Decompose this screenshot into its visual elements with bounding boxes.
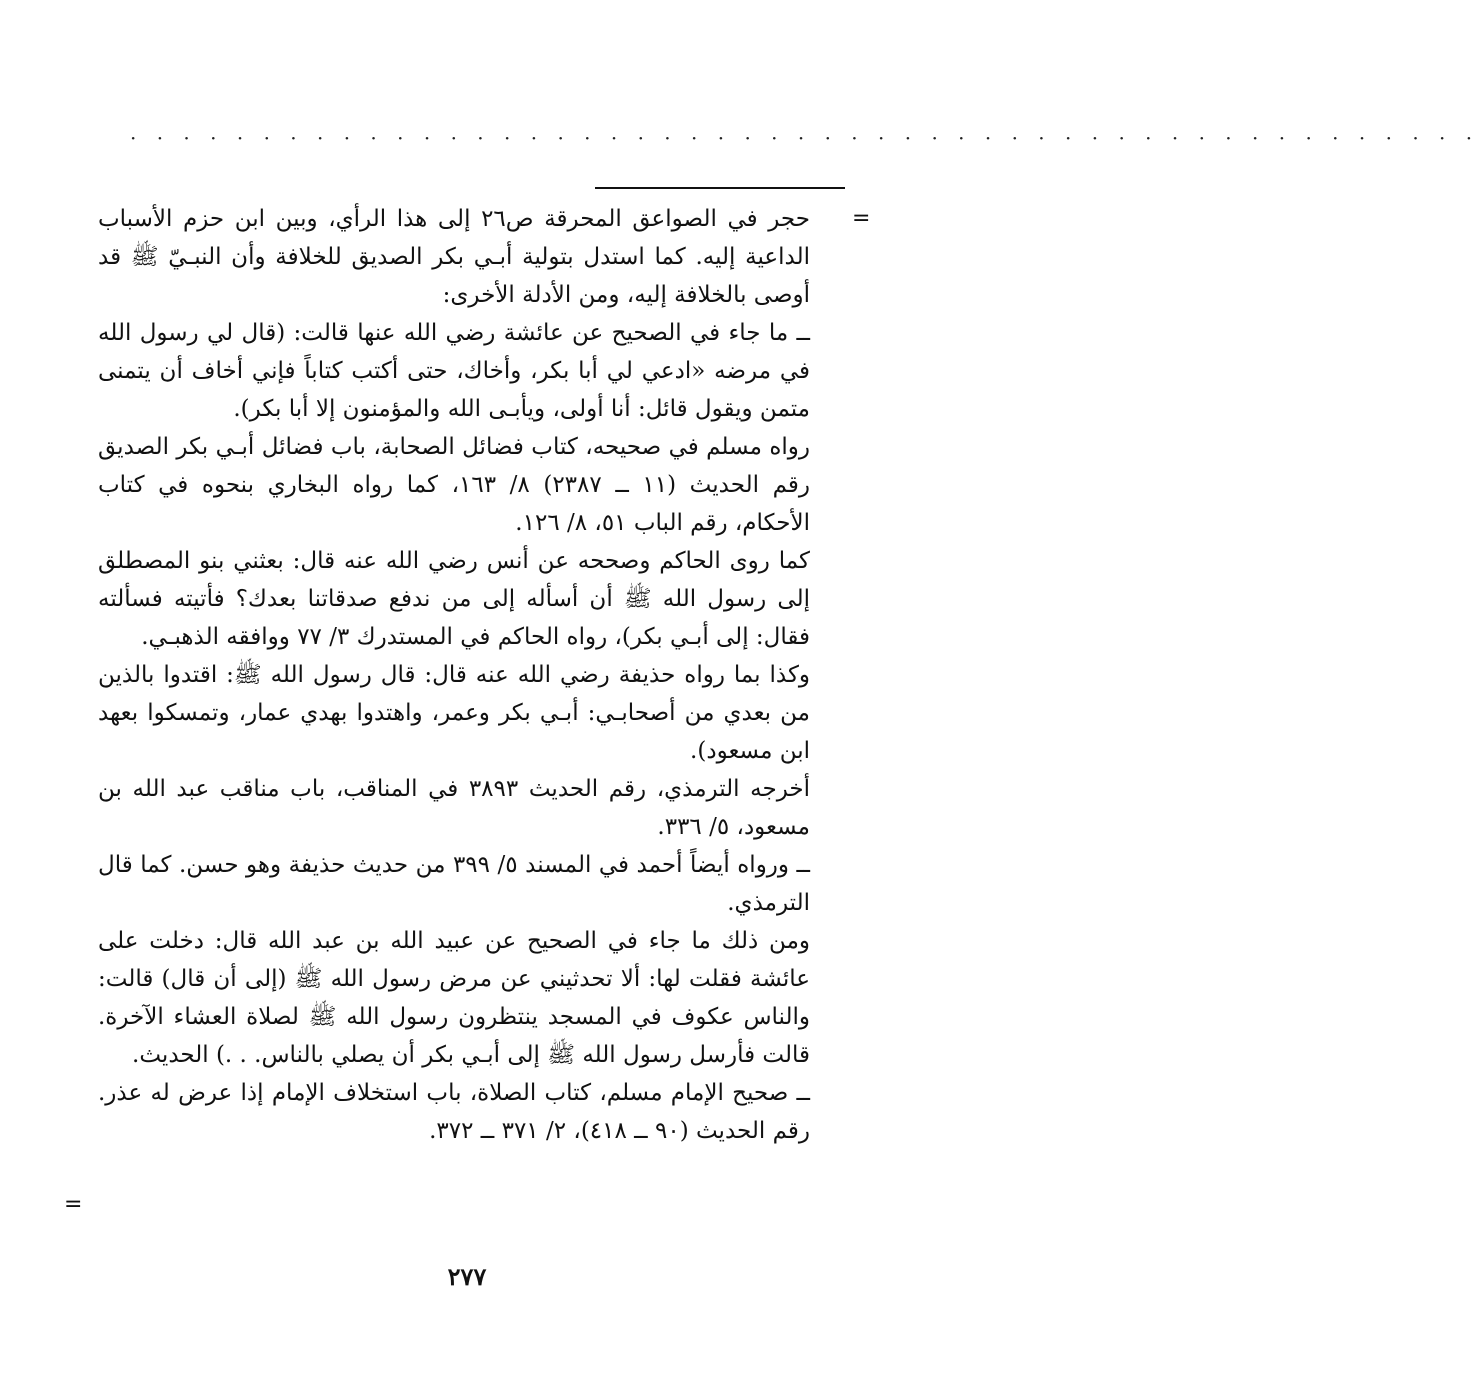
paragraph-4: كما روى الحاكم وصححه عن أنس رضي الله عنه قال: بعثني بنو المصطلق إلى رسول الله ﷺ أن أسأله إلى من ندفع صدقاتنا بعدك؟ فأتيته فسألته فقال: إلى أبـي بكر)، رواه الحاكم في المستدرك ٣/ ٧٧ ووافقه الذهبـي. [98, 548, 810, 650]
paragraph-1: حجر في الصواعق المحرقة ص٢٦ إلى هذا الرأي، وبين ابن حزم الأسباب الداعية إليه. كما استدل بتولية أبـي بكر الصديق للخلافة وأن النبـيّ ﷺ قد أوصى بالخلافة إليه، ومن الأدلة الأخرى: [98, 206, 810, 308]
paragraph-3: رواه مسلم في صحيحه، كتاب فضائل الصحابة، باب فضائل أبـي بكر الصديق رقم الحديث (١١ ــ ٢٣٨٧) ٨/ ١٦٣، كما رواه البخاري بنحوه في كتاب الأحكام، رقم الباب ٥١، ٨/ ١٢٦. [98, 434, 810, 536]
continuation-mark-bottom: = [64, 1192, 83, 1217]
paragraph-5: وكذا بما رواه حذيفة رضي الله عنه قال: قال رسول الله ﷺ: اقتدوا بالذين من بعدي من أصحابـي: أبـي بكر وعمر، واهتدوا بهدي عمار، وتمسكوا بعهد ابن مسعود). [98, 662, 810, 764]
footnote-text [98, 200, 810, 1150]
paragraph-8: ومن ذلك ما جاء في الصحيح عن عبيد الله بن عبد الله قال: دخلت على عائشة فقلت لها: ألا تحدثيني عن مرض رسول الله ﷺ (إلى أن قال) قالت: والناس عكوف في المسجد ينتظرون رسول الله ﷺ لصلاة العشاء الآخرة. قالت فأرسل رسول الله ﷺ إلى أبـي بكر أن يصلي بالناس. . .) الحديث. [98, 928, 810, 1068]
paragraph-9: ــ صحيح الإمام مسلم، كتاب الصلاة، باب استخلاف الإمام إذا عرض له عذر. رقم الحديث (٩٠ ــ ٤١٨)، ٢/ ٣٧١ ــ ٣٧٢. [98, 1080, 810, 1144]
paragraph-2: ــ ما جاء في الصحيح عن عائشة رضي الله عنها قالت: (قال لي رسول الله في مرضه «ادعي لي أبا بكر، وأخاك، حتى أكتب كتاباً فإني أخاف أن يتمنى متمن ويقول قائل: أنا أولى، ويأبـى الله والمؤمنون إلا أبا بكر). [98, 320, 810, 422]
continuation-mark-top: = [852, 206, 871, 231]
paragraph-7: ــ ورواه أيضاً أحمد في المسند ٥/ ٣٩٩ من حديث حذيفة وهو حسن. كما قال الترمذي. [98, 852, 811, 916]
page-number: ٢٧٧ [447, 1262, 487, 1291]
dotted-separator: · · · · · · · · · · · · · · · · · · · · · · · · · · · · · · · · · · · · · · · · · · · · · · · · · · · [130, 126, 1479, 150]
paragraph-6: أخرجه الترمذي، رقم الحديث ٣٨٩٣ في المناقب، باب مناقب عبد الله بن مسعود، ٥/ ٣٣٦. [98, 776, 811, 840]
footnote-rule [595, 187, 845, 189]
